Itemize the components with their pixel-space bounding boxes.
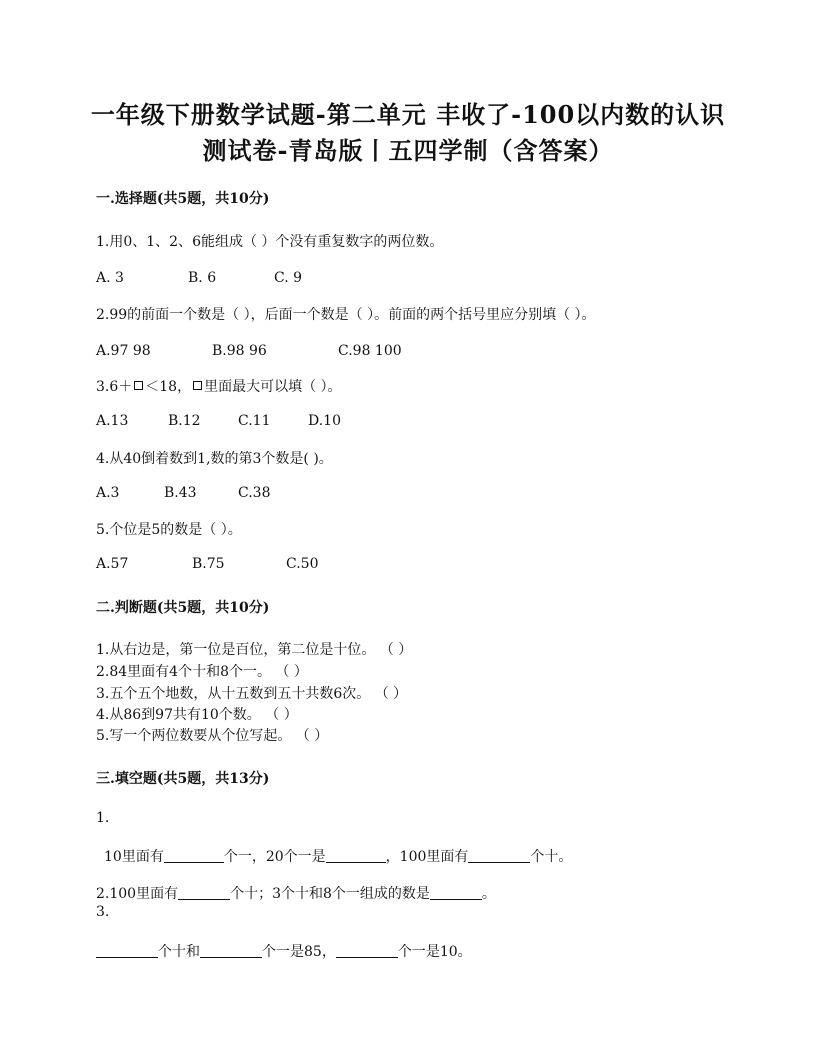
title-line-2: 测试卷-青岛版丨五四学制（含答案）	[202, 136, 614, 165]
square-placeholder-icon	[193, 381, 202, 390]
question-text-part: 个一，20个一是	[223, 849, 326, 865]
option: C.98 100	[338, 343, 402, 359]
answer-blank[interactable]	[178, 885, 230, 900]
title-line-1: 一年级下册数学试题-第二单元 丰收了-100以内数的认识	[90, 100, 726, 129]
question-text: 1.用0、1、2、6能组成（ ）个没有重复数字的两位数。	[96, 234, 444, 250]
option: A.3	[96, 485, 120, 501]
option: B.12	[168, 413, 201, 429]
question-text-part: ＜18，	[145, 379, 192, 395]
answer-blank[interactable]	[326, 848, 386, 863]
question-text: 2.99的前面一个数是（ ），后面一个数是（ ）。前面的两个括号里应分别填（ ）。	[96, 307, 596, 323]
judgement-item: 5.写一个两位数要从个位写起。 （ ）	[96, 728, 329, 744]
question-text: 5.个位是5的数是（ ）。	[96, 522, 242, 538]
answer-blank[interactable]	[430, 885, 482, 900]
question-text-part: 个一是85，	[262, 944, 336, 960]
section-heading-choice: 一.选择题(共5题，共10分)	[96, 191, 270, 207]
option: D.10	[308, 413, 341, 429]
answer-blank[interactable]	[164, 848, 224, 863]
section-heading-judgement: 二.判断题(共5题，共10分)	[96, 600, 270, 616]
option: A.57	[96, 556, 129, 572]
question-text-part: 个一是10。	[397, 944, 472, 960]
answer-blank[interactable]	[200, 943, 262, 958]
judgement-item: 3.五个五个地数，从十五数到五十共数6次。 （ ）	[96, 686, 408, 702]
answer-blank[interactable]	[96, 943, 158, 958]
question-text	[96, 376, 342, 396]
option: B.98 96	[212, 343, 267, 359]
question-text-part: ，100里面有	[385, 849, 469, 865]
answer-blank[interactable]	[336, 943, 398, 958]
option: B.75	[192, 556, 225, 572]
fill-question	[96, 941, 472, 961]
question-text-part: 2.100里面有	[96, 886, 179, 902]
option: A.97 98	[96, 343, 151, 359]
option: C.38	[238, 485, 271, 501]
answer-blank[interactable]	[468, 848, 530, 863]
judgement-item: 1.从右边是，第一位是百位，第二位是十位。 （ ）	[96, 642, 413, 658]
judgement-item: 2.84里面有4个十和8个一。 （ ）	[96, 664, 308, 680]
question-text-part: 里面最大可以填（ ）。	[204, 379, 342, 395]
question-text: 4.从40倒着数到1,数的第3个数是( )。	[96, 451, 333, 467]
square-placeholder-icon	[134, 381, 143, 390]
option: B.43	[164, 485, 197, 501]
question-text-part: 。	[481, 886, 496, 902]
option: C.11	[238, 413, 271, 429]
option: A.13	[96, 413, 129, 429]
option: B. 6	[188, 270, 217, 286]
option: C. 9	[274, 270, 303, 286]
fill-question	[104, 846, 572, 866]
judgement-item: 4.从86到97共有10个数。 （ ）	[96, 707, 298, 723]
question-text-part: 个十和	[158, 944, 200, 960]
question-number: 1.	[96, 810, 110, 826]
question-number: 3.	[96, 904, 110, 920]
question-text-part: 3.6＋	[96, 379, 133, 395]
question-text-part: 个十。	[530, 849, 573, 865]
option: C.50	[286, 556, 319, 572]
fill-question	[96, 883, 496, 903]
option: A. 3	[96, 270, 124, 286]
question-text-part: 个十；3个十和8个一组成的数是	[230, 886, 430, 902]
section-heading-fill: 三.填空题(共5题，共13分)	[96, 771, 270, 787]
question-text-part: 10里面有	[104, 849, 164, 865]
